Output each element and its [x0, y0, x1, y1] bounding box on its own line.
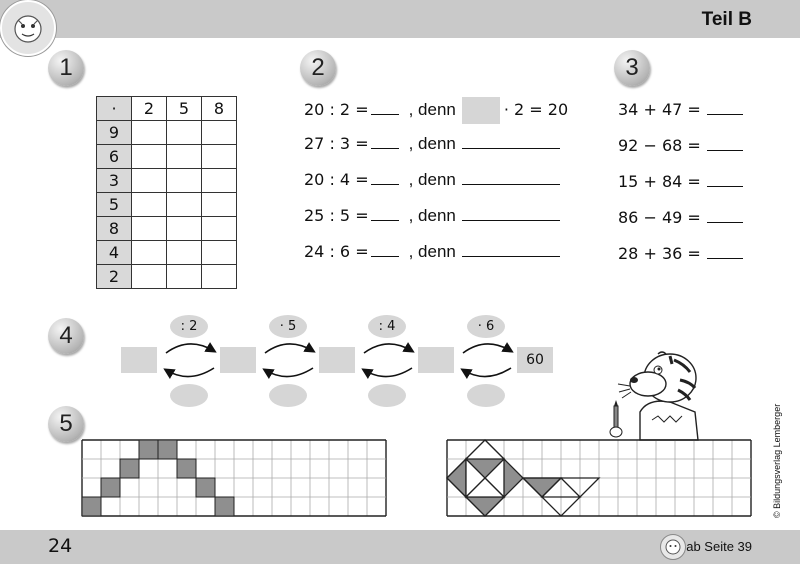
equation-text: 34 + 47 = [618, 100, 701, 119]
pattern-grid-right [447, 440, 751, 516]
chain-end-value: 60 [517, 347, 553, 373]
equation-text: 27 : 3 = [304, 134, 369, 153]
task-number-4: 4 [48, 318, 84, 354]
row-header: 2 [97, 265, 132, 289]
task-number-2: 2 [300, 50, 336, 86]
pattern-shape [523, 478, 561, 497]
equation-text: 25 : 5 = [304, 206, 369, 225]
operator-oval: · 6 [467, 315, 505, 338]
operator-cell: · [97, 97, 132, 121]
operator-oval: · 5 [269, 315, 307, 338]
equation-text: 20 : 4 = [304, 170, 369, 189]
equation-text: 28 + 36 = [618, 244, 701, 263]
row-header: 5 [97, 193, 132, 217]
page-number: 24 [48, 535, 73, 557]
filled-cell [101, 478, 120, 497]
pattern-grid-left [82, 440, 386, 516]
equation-text: 92 − 68 = [618, 136, 701, 155]
column-header: 5 [167, 97, 202, 121]
row-header: 6 [97, 145, 132, 169]
filled-cell [120, 459, 139, 478]
equation-text: 24 : 6 = [304, 242, 369, 261]
pattern-shape [466, 497, 504, 516]
task-number-5: 5 [48, 406, 84, 442]
equation-text: 15 + 84 = [618, 172, 701, 191]
task-number-3: 3 [614, 50, 650, 86]
copyright-text: © Bildungsverlag Lemberger [772, 403, 782, 518]
filled-cell [177, 459, 196, 478]
pattern-shape [447, 459, 466, 497]
denn-label: , denn [408, 206, 456, 225]
task-number-1: 1 [48, 50, 84, 86]
page-reference: ab Seite 39 [686, 539, 752, 554]
page-title: Teil B [701, 9, 752, 30]
row-header: 8 [97, 217, 132, 241]
denn-label: , denn [408, 100, 456, 119]
denn-label: , denn [408, 134, 456, 153]
filled-cell [196, 478, 215, 497]
column-header: 2 [132, 97, 167, 121]
denn-label: , denn [408, 170, 456, 189]
filled-cell [158, 440, 177, 459]
column-header: 8 [202, 97, 237, 121]
operator-oval: : 4 [368, 315, 406, 338]
denn-label: , denn [408, 242, 456, 261]
equation-text: · 2 = 20 [503, 100, 569, 119]
filled-cell [215, 497, 234, 516]
filled-cell [82, 497, 101, 516]
operator-oval: : 2 [170, 315, 208, 338]
equation-text: 20 : 2 = [304, 100, 369, 119]
pattern-shape [466, 440, 504, 459]
row-header: 9 [97, 121, 132, 145]
filled-cell [139, 440, 158, 459]
equation-text: 86 − 49 = [618, 208, 701, 227]
row-header: 4 [97, 241, 132, 265]
row-header: 3 [97, 169, 132, 193]
tiger-icon [660, 534, 686, 560]
